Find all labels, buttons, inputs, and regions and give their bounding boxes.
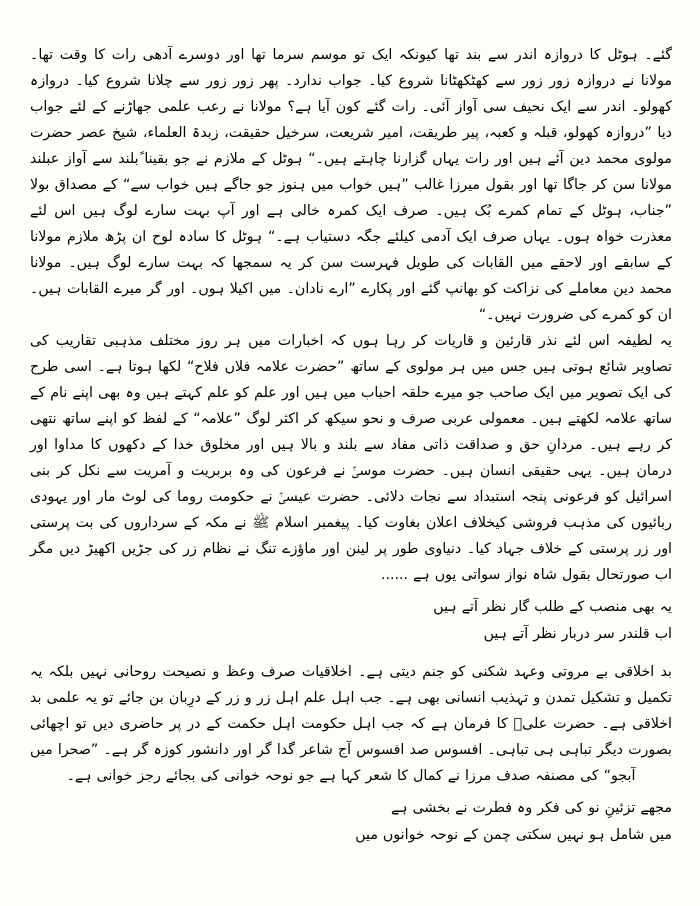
spacer: [30, 789, 672, 791]
couplet-second-line-1: مجھے تزئینِ نو کی فکر وہ فطرت نے بخشی ہے: [390, 800, 672, 816]
couplet-first-line-2: اب قلندر سر دربار نظر آتے ہیں: [483, 626, 672, 642]
paragraph-ethics: بد اخلاقی بے مروتی وعہد شکنی کو جنم دیتی ہے۔ اخلاقیات صرف وعظ و نصیحت روحانی نہیں بلکہ یہ تکمیل و تشکیل تمدن و تہذیب انسانی بھی ہے۔ جب اہل علم اہل زر و زر کے درِبان بن جائے تو یہ علمی بد اخلاقی ہے۔ حضرت علیؓ کا فرمان ہے کہ جب اہل حکومت اہل حکمت کے در پر حاضری دیں تو اچھائی بصورت دیگر تباہی ہی تباہی۔ افسوس صد افسوس آج شاعر گدا گر اور دانشور کوزہ گر ہے۔ ”صحرا میں آبجو“ کی مصنفہ صدف مرزا نے کمال کا شعر کہا ہے جو نوحہ خوانی کی بجائے رجز خوانی ہے۔: [30, 664, 672, 784]
paragraph-commentary: یہ لطیفہ اس لئے نذر قارئین و قاریات کر رہا ہوں کہ اخبارات میں ہر روز مختلف مذہبی تقاریب کی تصاویر شائع ہوتی ہیں جس میں ہر مولوی کے ساتھ ”حضرت علامہ فلاں فلاح“ لکھا ہوتا ہے۔ اسی طرح کی ایک تصویر میں ایک صاحب جو میرے حلقہ احباب میں ہیں اور علم کو علم کہتے ہیں وہ بھی اپنے نام کے ساتھ علامہ لکھتے ہیں۔ معمولی عربی صرف و نحو سیکھ کر اکثر لوگ ”علامہ“ کے لفظ کو اپنے ساتھ نتھی کر رہے ہیں۔ مردانِ حق و صداقت ذاتی مفاد سے بلند و بالا ہیں اور مخلوق خدا کے دکھوں کا مداوا اور درمان ہیں۔ یہی حقیقی انسان ہیں۔ حضرت موسیٰؑ نے فرعون کی وہ بربریت و آمریت سے نکل کر بنی اسرائیل کو فرعونی پنجہ استبداد سے نجات دلائی۔ حضرت عیسیٰؑ نے حکومت روما کی لوٹ مار اور یہودی ربائیوں کی مذہب فروشی کیخلاف اعلان بغاوت کیا۔ پیغمبر اسلام ﷺ نے مکہ کے سرداروں کی بت پرستی اور زر پرستی کے خلاف جہاد کیا۔ دنیاوی طور پر لینن اور ماؤزے تنگ نے نظام زر کی جڑیں اکھیڑ دیں مگر اب صورتحال بقول شاہ نواز سواتی یوں ہے ......: [30, 333, 672, 583]
couplet-first-line-1: یہ بھی منصب کے طلب گار نظر آتے ہیں: [433, 599, 672, 615]
couplet-first: [30, 594, 672, 648]
spacer: [30, 588, 672, 590]
couplet-second: [30, 795, 672, 849]
paragraph-anecdote: گئے۔ ہوٹل کا دروازہ اندر سے بند تھا کیونکہ ایک تو موسم سرما تھا اور دوسرے آدھی رات کا وقت تھا۔ مولانا نے دروازہ زور زور سے کھٹکھٹانا شروع کیا۔ جواب ندارد۔ پھر زور زور سے چلانا شروع کیا۔ دروازہ کھولو۔ اندر سے ایک نحیف سی آواز آئی۔ رات گئے کون آیا ہے؟ مولانا نے رعب علمی جھاڑنے کے لئے جواب دیا ”دروازہ کھولو، قبلہ و کعبہ، پیر طریقت، امیر شریعت، سرخیل حقیقت، زبدۃ العلماء، شیخ عصر حضرت مولوی محمد دین آئے ہیں اور رات یہاں گزارنا چاہتے ہیں۔“ ہوٹل کے ملازم نے جو بقینا ًبلند سے آواز عبلند مولانا سن کر جاگا تھا اور بقول میرزا غالب ”ہیں خواب میں ہنوز جو جاگے ہیں خواب سے“ کے مصداق بولا ”جناب، ہوٹل کے تمام کمرے بُک ہیں۔ صرف ایک کمرہ خالی ہے اور آپ بہت سارے لوگ ہیں اس لئے معذرت خواہ ہوں۔ یہاں صرف ایک آدمی کیلئے جگہ دستیاب ہے۔“ ہوٹل کا سادہ لوح ان پڑھ ملازم مولانا کے سابقے اور لاحقے میں القابات کی طویل فہرست سن کر یہ سمجھا کہ بہت سارے لوگ ہیں۔ مولانا محمد دین معاملے کی نزاکت کو بھانپ گئے اور پکارے ”ارے نادان۔ میں اکیلا ہوں۔ اور گر میرے القابات ہیں۔ ان کو کمرے کی ضرورت نہیں۔“: [30, 47, 672, 323]
document-body: [30, 42, 672, 849]
couplet-second-line-2: میں شامل ہو نہیں سکتی چمن کے نوحہ خوانوں میں: [355, 827, 672, 843]
